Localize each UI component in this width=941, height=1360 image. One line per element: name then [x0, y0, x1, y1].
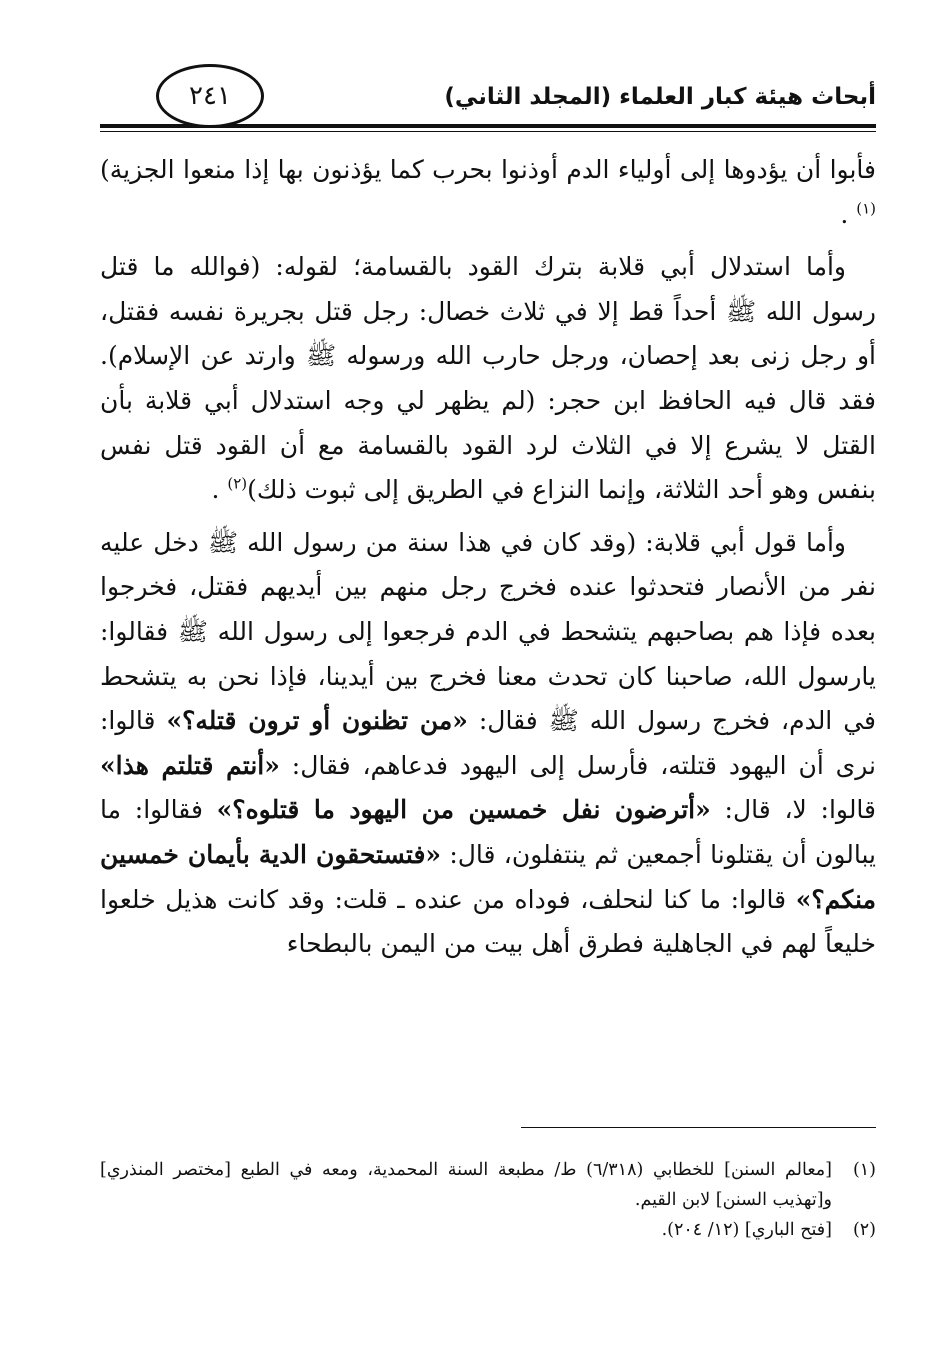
footnote-ref-1[interactable]: (١) — [856, 199, 876, 218]
paragraph-3-text-i: قالوا: ما كنا لنحلف، فوداه من عنده ـ قلت: وقد كانت هذيل خلعوا خليعاً لهم في الجاهلية فطرق أهل بيت من اليمن بالبطحاء — [100, 884, 876, 959]
footnotes — [100, 1155, 876, 1245]
paragraph-3-text-c: قالوا: نرى أن اليهود قتلته، فأرسل إلى اليهود فدعاهم، فقال: — [100, 706, 877, 780]
page-header — [100, 62, 876, 132]
paragraph-3-text-g: فقالوا: ما يبالون أن يقتلونا أجمعين ثم ينتفلون، قال: — [100, 795, 876, 869]
footnote-2-text: [فتح الباري] (١٢/ ٢٠٤). — [661, 1220, 832, 1240]
hadith-quote-1: «من تظنون أو ترون قتله؟» — [166, 706, 468, 736]
paragraph-1-end: . — [840, 199, 857, 229]
paragraph-3 — [100, 521, 876, 967]
paragraph-2-end: . — [211, 475, 228, 505]
footnote-1-text: [معالم السنن] للخطابي (٦/٣١٨) ط/ مطبعة السنة المحمدية، ومعه في الطبع [مختصر المنذري] و[تهذيب السنن] لابن القيم. — [100, 1160, 832, 1210]
hadith-quote-3: «أترضون نفل خمسين من اليهود ما قتلوه؟» — [216, 795, 711, 825]
hadith-quote-2: «أنتم قتلتم هذا» — [100, 750, 280, 780]
footnote-2-number: (٢) — [852, 1220, 876, 1240]
body-text — [100, 148, 876, 967]
paragraph-3-text-a: وأما قول أبي قلابة: (وقد كان في هذا سنة من رسول الله ﷺ دخل عليه نفر من الأنصار فتحدثوا عنده فخرج رجل منهم بين أيديهم فقتل، فخرجوا بعده فإذا هم بصاحبهم يتشحط في الدم فرجعوا إلى رسول الله ﷺ فقالوا: يارسول الله، صاحبنا كان تحدث معنا فخرج بين أيدينا، فإذا نحن به يتشحط في الدم، فخرج رسول الله ﷺ فقال: — [100, 527, 876, 736]
footnote-1-number: (١) — [852, 1160, 876, 1180]
footnote-ref-2[interactable]: (٢) — [227, 474, 248, 493]
paragraph-3-text-e: قالوا: لا، قال: — [710, 795, 876, 825]
footnote-1 — [100, 1155, 876, 1215]
footnote-2 — [100, 1215, 876, 1245]
running-title: أبحاث هيئة كبار العلماء (المجلد الثاني) — [444, 84, 876, 110]
paragraph-2-text: وأما استدلال أبي قلابة بترك القود بالقسامة؛ لقوله: (فوالله ما قتل رسول الله ﷺ أحداً قط إلا في ثلاث خصال: رجل قتل بجريرة نفسه فقتل، أو رجل زنى بعد إحصان، ورجل حارب الله ورسوله ﷺ وارتد عن الإسلام). فقد قال فيه الحافظ ابن حجر: (لم يظهر لي وجه استدلال أبي قلابة بأن القتل لا يشرع إلا في الثلاث لرد القود بالقسامة مع أن القود قتل نفس بنفس وهو أحد الثلاثة، وإنما النزاع في الطريق إلى ثبوت ذلك) — [100, 252, 876, 505]
paragraph-1-text: فأبوا أن يؤدوها إلى أولياء الدم أوذنوا بحرب كما يؤذنون بها إذا منعوا الجزية) — [100, 155, 876, 184]
paragraph-2 — [100, 245, 876, 513]
header-rule-thin — [100, 131, 876, 132]
paragraph-1 — [100, 148, 876, 237]
footnote-separator — [521, 1127, 876, 1128]
page-number: ٢٤١ — [156, 64, 264, 128]
hadith-quote-4: «فتستحقون الدية بأيمان خمسين منكم؟» — [100, 839, 876, 914]
